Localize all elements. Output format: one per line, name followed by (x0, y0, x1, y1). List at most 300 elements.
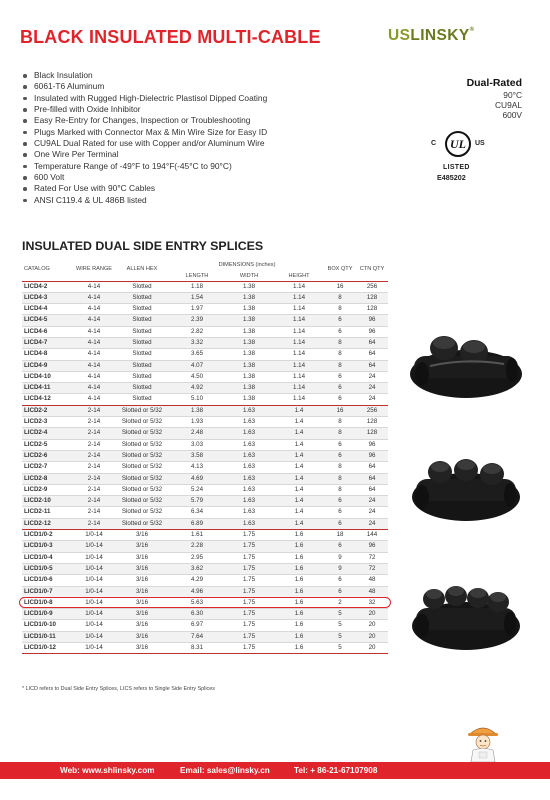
page-title: BLACK INSULATED MULTI-CABLE (20, 26, 321, 47)
length-cell: 6.34 (170, 507, 224, 518)
splice-connector-icon (400, 568, 530, 658)
length-cell: 8.31 (170, 643, 224, 654)
length-cell: 1.93 (170, 417, 224, 428)
wire-range-cell: 4-14 (74, 315, 114, 326)
table-row (22, 337, 388, 348)
table-row (22, 326, 388, 337)
ctn-qty-cell: 128 (356, 304, 388, 315)
brand-logo (388, 27, 474, 45)
rating-line: 90°C (503, 90, 522, 100)
wire-range-cell: 2-14 (74, 417, 114, 428)
height-cell: 1.4 (274, 405, 324, 416)
wire-range-cell: 1/0-14 (74, 631, 114, 642)
feature-item: Easy Re-Entry for Changes, Inspection or Troubleshooting (22, 115, 267, 126)
height-cell: 1.6 (274, 530, 324, 541)
length-cell: 3.65 (170, 349, 224, 360)
length-cell: 2.95 (170, 552, 224, 563)
wire-range-cell: 2-14 (74, 507, 114, 518)
allen-hex-cell: Slotted or 5/32 (114, 484, 170, 495)
header-catalog: CATALOG (24, 266, 50, 272)
table-row (22, 417, 388, 428)
wire-range-cell: 2-14 (74, 439, 114, 450)
length-cell: 5.24 (170, 484, 224, 495)
width-cell: 1.75 (224, 575, 274, 586)
width-cell: 1.63 (224, 439, 274, 450)
box-qty-cell: 6 (324, 507, 356, 518)
catalog-cell: LICD2-3 (22, 417, 74, 428)
ctn-qty-cell: 24 (356, 496, 388, 507)
ctn-qty-cell: 48 (356, 586, 388, 597)
height-cell: 1.6 (274, 563, 324, 574)
table-row (22, 304, 388, 315)
height-cell: 1.14 (274, 315, 324, 326)
width-cell: 1.38 (224, 394, 274, 405)
allen-hex-cell: Slotted (114, 371, 170, 382)
height-cell: 1.14 (274, 281, 324, 292)
width-cell: 1.63 (224, 417, 274, 428)
catalog-cell: LICD1/0-12 (22, 643, 74, 654)
box-qty-cell: 6 (324, 586, 356, 597)
ctn-qty-cell: 72 (356, 552, 388, 563)
ul-us-label: US (475, 140, 485, 147)
splice-connector-icon (400, 441, 530, 531)
catalog-cell: LICD2-6 (22, 450, 74, 461)
length-cell: 1.18 (170, 281, 224, 292)
table-row (22, 609, 388, 620)
footer-email-link[interactable]: Email: sales@linsky.cn (180, 766, 270, 775)
width-cell: 1.38 (224, 371, 274, 382)
box-qty-cell: 6 (324, 371, 356, 382)
wire-range-cell: 2-14 (74, 428, 114, 439)
width-cell: 1.75 (224, 643, 274, 654)
ul-circle: UL (445, 131, 471, 157)
box-qty-cell: 8 (324, 292, 356, 303)
rating-block (467, 77, 522, 120)
catalog-cell: LICD1/0-9 (22, 609, 74, 620)
allen-hex-cell: 3/16 (114, 530, 170, 541)
table-row (22, 428, 388, 439)
length-cell: 1.54 (170, 292, 224, 303)
feature-item: One Wire Per Terminal (22, 149, 267, 160)
box-qty-cell: 9 (324, 563, 356, 574)
box-qty-cell: 6 (324, 518, 356, 529)
table-row (22, 518, 388, 529)
allen-hex-cell: Slotted (114, 281, 170, 292)
width-cell: 1.75 (224, 620, 274, 631)
feature-item: Plugs Marked with Connector Max & Min Wire Size for Easy ID (22, 127, 267, 138)
allen-hex-cell: Slotted (114, 315, 170, 326)
box-qty-cell: 6 (324, 315, 356, 326)
logo-linsky: LINSKY (410, 27, 470, 44)
catalog-cell: LICD1/0-2 (22, 530, 74, 541)
wire-range-cell: 4-14 (74, 360, 114, 371)
section-title: INSULATED DUAL SIDE ENTRY SPLICES (22, 239, 264, 253)
table-row (22, 530, 388, 541)
ctn-qty-cell: 64 (356, 484, 388, 495)
table-row (22, 450, 388, 461)
ctn-qty-cell: 24 (356, 507, 388, 518)
table-row (22, 473, 388, 484)
wire-range-cell: 4-14 (74, 326, 114, 337)
table-row (22, 575, 388, 586)
table-row (22, 552, 388, 563)
ctn-qty-cell: 24 (356, 371, 388, 382)
wire-range-cell: 4-14 (74, 394, 114, 405)
box-qty-cell: 18 (324, 530, 356, 541)
footer-web-link[interactable]: Web: www.shlinsky.com (60, 766, 155, 775)
box-qty-cell: 8 (324, 473, 356, 484)
footnote: * LICD refers to Dual Side Entry Splices, LICS refers to Single Side Entry Splices (22, 686, 215, 692)
height-cell: 1.4 (274, 428, 324, 439)
length-cell: 3.03 (170, 439, 224, 450)
box-qty-cell: 6 (324, 439, 356, 450)
length-cell: 6.30 (170, 609, 224, 620)
ctn-qty-cell: 96 (356, 326, 388, 337)
length-cell: 2.48 (170, 428, 224, 439)
height-cell: 1.6 (274, 643, 324, 654)
wire-range-cell: 2-14 (74, 462, 114, 473)
length-cell: 2.39 (170, 315, 224, 326)
length-cell: 6.97 (170, 620, 224, 631)
width-cell: 1.38 (224, 337, 274, 348)
ctn-qty-cell: 64 (356, 473, 388, 484)
wire-range-cell: 4-14 (74, 292, 114, 303)
length-cell: 7.64 (170, 631, 224, 642)
allen-hex-cell: 3/16 (114, 597, 170, 608)
width-cell: 1.38 (224, 349, 274, 360)
feature-item: Rated For Use with 90°C Cables (22, 183, 267, 194)
allen-hex-cell: 3/16 (114, 643, 170, 654)
length-cell: 5.63 (170, 597, 224, 608)
ctn-qty-cell: 64 (356, 337, 388, 348)
width-cell: 1.38 (224, 315, 274, 326)
length-cell: 4.92 (170, 383, 224, 394)
height-cell: 1.14 (274, 383, 324, 394)
wire-range-cell: 1/0-14 (74, 552, 114, 563)
allen-hex-cell: Slotted or 5/32 (114, 450, 170, 461)
table-row (22, 281, 388, 292)
rating-line: 600V (502, 110, 522, 120)
table-row (22, 484, 388, 495)
catalog-cell: LICD2-11 (22, 507, 74, 518)
allen-hex-cell: 3/16 (114, 620, 170, 631)
ctn-qty-cell: 128 (356, 417, 388, 428)
width-cell: 1.38 (224, 292, 274, 303)
width-cell: 1.75 (224, 552, 274, 563)
box-qty-cell: 6 (324, 496, 356, 507)
width-cell: 1.63 (224, 496, 274, 507)
ctn-qty-cell: 20 (356, 643, 388, 654)
catalog-cell: LICD1/0-11 (22, 631, 74, 642)
rating-line: CU9AL (495, 100, 522, 110)
height-cell: 1.4 (274, 450, 324, 461)
table-row (22, 631, 388, 642)
ctn-qty-cell: 144 (356, 530, 388, 541)
catalog-cell: LICD2-8 (22, 473, 74, 484)
ctn-qty-cell: 64 (356, 349, 388, 360)
width-cell: 1.63 (224, 484, 274, 495)
footer-bar (0, 762, 550, 779)
allen-hex-cell: 3/16 (114, 575, 170, 586)
header-height: HEIGHT (288, 273, 310, 279)
wire-range-cell: 1/0-14 (74, 541, 114, 552)
catalog-cell: LICD4-5 (22, 315, 74, 326)
wire-range-cell: 2-14 (74, 518, 114, 529)
height-cell: 1.14 (274, 360, 324, 371)
ul-listed-label: LISTED (443, 164, 470, 171)
allen-hex-cell: Slotted or 5/32 (114, 507, 170, 518)
allen-hex-cell: Slotted (114, 349, 170, 360)
catalog-cell: LICD2-7 (22, 462, 74, 473)
width-cell: 1.75 (224, 609, 274, 620)
catalog-cell: LICD4-3 (22, 292, 74, 303)
ctn-qty-cell: 256 (356, 405, 388, 416)
catalog-cell: LICD4-6 (22, 326, 74, 337)
allen-hex-cell: Slotted or 5/32 (114, 439, 170, 450)
width-cell: 1.75 (224, 563, 274, 574)
width-cell: 1.75 (224, 586, 274, 597)
width-cell: 1.75 (224, 597, 274, 608)
allen-hex-cell: Slotted (114, 304, 170, 315)
header-allen-hex: ALLEN HEX (126, 266, 158, 272)
table-row (22, 620, 388, 631)
feature-item: ANSI C119.4 & UL 486B listed (22, 195, 267, 206)
height-cell: 1.4 (274, 496, 324, 507)
wire-range-cell: 2-14 (74, 405, 114, 416)
allen-hex-cell: Slotted (114, 394, 170, 405)
table-row (22, 507, 388, 518)
height-cell: 1.14 (274, 371, 324, 382)
box-qty-cell: 8 (324, 462, 356, 473)
width-cell: 1.38 (224, 383, 274, 394)
wire-range-cell: 1/0-14 (74, 597, 114, 608)
box-qty-cell: 5 (324, 620, 356, 631)
box-qty-cell: 8 (324, 484, 356, 495)
height-cell: 1.14 (274, 292, 324, 303)
catalog-cell: LICD1/0-7 (22, 586, 74, 597)
allen-hex-cell: Slotted (114, 337, 170, 348)
width-cell: 1.63 (224, 518, 274, 529)
box-qty-cell: 8 (324, 349, 356, 360)
length-cell: 4.50 (170, 371, 224, 382)
length-cell: 4.29 (170, 575, 224, 586)
catalog-cell: LICD2-2 (22, 405, 74, 416)
wire-range-cell: 2-14 (74, 473, 114, 484)
wire-range-cell: 2-14 (74, 496, 114, 507)
allen-hex-cell: Slotted or 5/32 (114, 518, 170, 529)
length-cell: 4.13 (170, 462, 224, 473)
allen-hex-cell: 3/16 (114, 586, 170, 597)
width-cell: 1.63 (224, 507, 274, 518)
height-cell: 1.6 (274, 597, 324, 608)
height-cell: 1.4 (274, 518, 324, 529)
catalog-cell: LICD4-12 (22, 394, 74, 405)
box-qty-cell: 5 (324, 609, 356, 620)
table-row (22, 643, 388, 654)
allen-hex-cell: Slotted (114, 326, 170, 337)
width-cell: 1.38 (224, 360, 274, 371)
ctn-qty-cell: 128 (356, 292, 388, 303)
wire-range-cell: 4-14 (74, 337, 114, 348)
table-row (22, 586, 388, 597)
length-cell: 2.28 (170, 541, 224, 552)
footer-phone: Tel: + 86-21-67107908 (294, 766, 378, 775)
wire-range-cell: 2-14 (74, 484, 114, 495)
catalog-cell: LICD1/0-8 (22, 597, 74, 608)
box-qty-cell: 6 (324, 326, 356, 337)
width-cell: 1.63 (224, 428, 274, 439)
allen-hex-cell: 3/16 (114, 631, 170, 642)
width-cell: 1.75 (224, 530, 274, 541)
allen-hex-cell: 3/16 (114, 563, 170, 574)
height-cell: 1.4 (274, 417, 324, 428)
rating-title: Dual-Rated (466, 77, 522, 89)
logo-us: US (388, 27, 411, 44)
wire-range-cell: 2-14 (74, 450, 114, 461)
length-cell: 6.89 (170, 518, 224, 529)
box-qty-cell: 16 (324, 405, 356, 416)
feature-item: Insulated with Rugged High-Dielectric Plastisol Dipped Coating (22, 93, 267, 104)
catalog-cell: LICD2-4 (22, 428, 74, 439)
catalog-cell: LICD1/0-5 (22, 563, 74, 574)
header-ctn-qty: CTN QTY (359, 266, 385, 272)
table-row (22, 563, 388, 574)
table-row (22, 292, 388, 303)
feature-item: 6061-T6 Aluminum (22, 81, 267, 92)
height-cell: 1.6 (274, 620, 324, 631)
allen-hex-cell: Slotted or 5/32 (114, 405, 170, 416)
height-cell: 1.14 (274, 304, 324, 315)
feature-item: Black Insulation (22, 70, 267, 81)
wire-range-cell: 1/0-14 (74, 620, 114, 631)
box-qty-cell: 9 (324, 552, 356, 563)
allen-hex-cell: Slotted (114, 292, 170, 303)
box-qty-cell: 8 (324, 360, 356, 371)
box-qty-cell: 5 (324, 631, 356, 642)
length-cell: 3.58 (170, 450, 224, 461)
box-qty-cell: 16 (324, 281, 356, 292)
ctn-qty-cell: 20 (356, 631, 388, 642)
ctn-qty-cell: 48 (356, 575, 388, 586)
ul-listed-icon (427, 128, 497, 188)
box-qty-cell: 6 (324, 575, 356, 586)
catalog-cell: LICD4-7 (22, 337, 74, 348)
length-cell: 4.07 (170, 360, 224, 371)
width-cell: 1.38 (224, 304, 274, 315)
table-row (22, 349, 388, 360)
table-row (22, 597, 388, 608)
catalog-cell: LICD2-12 (22, 518, 74, 529)
height-cell: 1.6 (274, 575, 324, 586)
splice-table (22, 258, 388, 654)
wire-range-cell: 4-14 (74, 371, 114, 382)
ctn-qty-cell: 128 (356, 428, 388, 439)
width-cell: 1.38 (224, 326, 274, 337)
logo-reg: ® (469, 27, 475, 33)
length-cell: 3.62 (170, 563, 224, 574)
box-qty-cell: 8 (324, 428, 356, 439)
ctn-qty-cell: 20 (356, 609, 388, 620)
ctn-qty-cell: 64 (356, 462, 388, 473)
box-qty-cell: 6 (324, 383, 356, 394)
catalog-cell: LICD4-10 (22, 371, 74, 382)
length-cell: 2.82 (170, 326, 224, 337)
catalog-cell: LICD1/0-3 (22, 541, 74, 552)
wire-range-cell: 1/0-14 (74, 643, 114, 654)
height-cell: 1.14 (274, 337, 324, 348)
allen-hex-cell: Slotted (114, 383, 170, 394)
height-cell: 1.6 (274, 586, 324, 597)
wire-range-cell: 4-14 (74, 281, 114, 292)
table-row (22, 360, 388, 371)
ctn-qty-cell: 72 (356, 563, 388, 574)
allen-hex-cell: Slotted or 5/32 (114, 496, 170, 507)
allen-hex-cell: 3/16 (114, 552, 170, 563)
splice-connector-icon (400, 318, 530, 408)
width-cell: 1.63 (224, 450, 274, 461)
ul-c-label: C (431, 140, 437, 147)
feature-item: 600 Volt (22, 172, 267, 183)
catalog-cell: LICD1/0-10 (22, 620, 74, 631)
length-cell: 1.61 (170, 530, 224, 541)
wire-range-cell: 1/0-14 (74, 530, 114, 541)
catalog-cell: LICD2-9 (22, 484, 74, 495)
ctn-qty-cell: 20 (356, 620, 388, 631)
ctn-qty-cell: 64 (356, 360, 388, 371)
table-row (22, 462, 388, 473)
catalog-cell: LICD4-9 (22, 360, 74, 371)
header-dimensions: DIMENSIONS (inches) (218, 261, 276, 268)
feature-item: CU9AL Dual Rated for use with Copper and/or Aluminum Wire (22, 138, 267, 149)
box-qty-cell: 5 (324, 643, 356, 654)
height-cell: 1.6 (274, 541, 324, 552)
height-cell: 1.6 (274, 552, 324, 563)
height-cell: 1.14 (274, 349, 324, 360)
width-cell: 1.38 (224, 281, 274, 292)
table-row (22, 383, 388, 394)
ctn-qty-cell: 96 (356, 315, 388, 326)
height-cell: 1.4 (274, 462, 324, 473)
ctn-qty-cell: 96 (356, 541, 388, 552)
length-cell: 5.79 (170, 496, 224, 507)
length-cell: 4.69 (170, 473, 224, 484)
allen-hex-cell: 3/16 (114, 541, 170, 552)
box-qty-cell: 8 (324, 304, 356, 315)
ctn-qty-cell: 24 (356, 383, 388, 394)
height-cell: 1.6 (274, 631, 324, 642)
allen-hex-cell: Slotted or 5/32 (114, 428, 170, 439)
box-qty-cell: 8 (324, 337, 356, 348)
ul-file-code: E485202 (437, 173, 466, 182)
box-qty-cell: 2 (324, 597, 356, 608)
header-box-qty: BOX QTY (327, 266, 353, 272)
height-cell: 1.4 (274, 473, 324, 484)
catalog-cell: LICD2-10 (22, 496, 74, 507)
wire-range-cell: 1/0-14 (74, 609, 114, 620)
allen-hex-cell: Slotted or 5/32 (114, 473, 170, 484)
catalog-cell: LICD2-5 (22, 439, 74, 450)
table-row (22, 394, 388, 405)
length-cell: 1.38 (170, 405, 224, 416)
box-qty-cell: 6 (324, 450, 356, 461)
allen-hex-cell: Slotted (114, 360, 170, 371)
ctn-qty-cell: 32 (356, 597, 388, 608)
height-cell: 1.6 (274, 609, 324, 620)
catalog-cell: LICD4-4 (22, 304, 74, 315)
wire-range-cell: 4-14 (74, 383, 114, 394)
ctn-qty-cell: 96 (356, 450, 388, 461)
width-cell: 1.63 (224, 462, 274, 473)
